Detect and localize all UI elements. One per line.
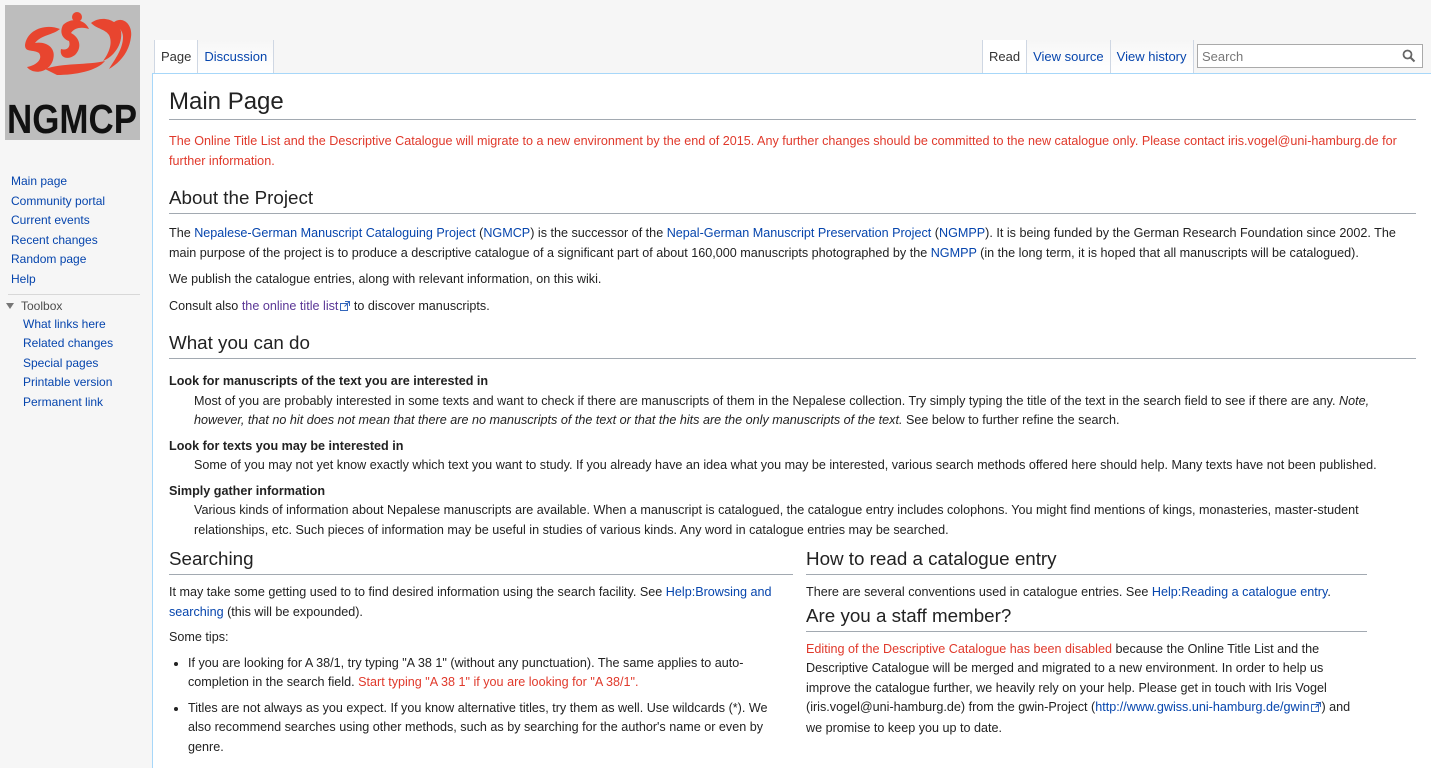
italic-note: Note, however, that no hit does not mean that there are no manuscripts of the text or that the hits are the only manuscripts of the text. [194, 393, 1370, 427]
what-term: Look for manuscripts of the text you are interested in [169, 374, 489, 388]
tab-read[interactable]: Read [982, 40, 1026, 73]
heading-what-you-can-do: What you can do [169, 330, 1416, 359]
nav-item-main-page[interactable] [0, 172, 150, 192]
toolbox-link-what-links-here[interactable]: What links here [23, 316, 106, 331]
staff-paragraph [806, 640, 1367, 739]
nav-item-current-events[interactable] [0, 211, 150, 231]
searching-paragraph [169, 583, 793, 622]
toolbox-item-what-links-here[interactable] [0, 315, 150, 335]
link-editing-disabled[interactable]: Editing of the Descriptive Catalogue has been disabled [806, 641, 1112, 656]
text: ( [475, 226, 484, 240]
search-box [1197, 44, 1423, 68]
logo-text: NGMCP [7, 96, 137, 142]
collapse-triangle-icon[interactable] [6, 303, 14, 309]
nav-item-community-portal[interactable] [0, 192, 150, 212]
about-consult-paragraph [169, 297, 1416, 318]
right-column [806, 546, 1367, 763]
tab-view-history[interactable]: View history [1110, 40, 1194, 73]
sidebar-navigation [0, 172, 150, 413]
text: (this will be expounded). [223, 604, 363, 619]
link-ngmcp[interactable]: NGMCP [483, 226, 531, 240]
about-publish-paragraph: We publish the catalogue entries, along with relevant information, on this wiki. [169, 272, 602, 286]
toolbox-title[interactable]: Toolbox [21, 298, 63, 313]
text: ). It is being funded by the German Research Foundation since 2002. The main purpose of the project is to produce a descriptive catalogue of a significant part of about 160,000 manuscripts photographed by the [169, 226, 1396, 260]
nav-list [0, 172, 150, 290]
view-tabs [982, 40, 1194, 73]
tab-discussion[interactable]: Discussion [197, 40, 274, 73]
nav-item-random-page[interactable] [0, 250, 150, 270]
page-title: Main Page [169, 88, 1416, 120]
what-desc: Various kinds of information about Nepalese manuscripts are available. When a manuscript is catalogued, the catalogue entry includes colophons. You might find mentions of kings, monasteries, master-student relationships, etc. Such pieces of information may be useful in studies of various kinds. Any word in catalogue entries may be searched. [194, 503, 1359, 537]
external-link-icon [1311, 699, 1321, 719]
searching-column [169, 546, 793, 763]
what-term: Simply gather information [169, 483, 326, 498]
link-help-browsing-searching[interactable]: Help:Browsing and searching [169, 585, 772, 619]
site-logo[interactable] [5, 5, 140, 140]
nav-link-main-page[interactable]: Main page [11, 174, 68, 188]
toolbox-link-permanent-link[interactable]: Permanent link [23, 394, 104, 409]
text: ) and we promise to keep you up to date. [806, 700, 1351, 735]
main-content [152, 73, 1431, 768]
link-online-title-list[interactable]: the online title list [241, 298, 339, 313]
link-start-typing-a38[interactable]: Start typing "A 38 1" if you are looking for "A 38/1". [358, 675, 639, 689]
nav-link-current-events[interactable]: Current events [11, 213, 90, 228]
logo-graphic [5, 5, 140, 140]
toolbox-item-special-pages[interactable] [0, 354, 150, 374]
tips-list [169, 654, 793, 758]
toolbox-link-printable-version[interactable]: Printable version [23, 375, 113, 390]
text: ) is the successor of the [530, 226, 667, 240]
heading-about-the-project: About the Project [169, 185, 1416, 214]
search-input[interactable] [1198, 45, 1388, 67]
link-ngmcp-full[interactable]: Nepalese-German Manuscript Cataloguing Project [194, 226, 476, 240]
text: The [169, 226, 195, 240]
text: because the Online Title List and the Descriptive Catalogue will be merged and migrated to a new environment. In order to help us improve the catalogue further, we heavily rely on your help. Please get in touch with Iris Vogel (iris.vogel@uni-hamburg.de) from the gwin-Project ( [806, 641, 1327, 714]
text: Most of you are probably interested in some texts and want to check if there are manuscripts of them in the Nepalese collection. Try simply typing the title of the text in the search field to see if there are any. [194, 393, 1339, 408]
what-list [169, 372, 1416, 540]
toolbox-list [0, 315, 150, 413]
list-item: • Titles are not always as you expect. If you know alternative titles, try them as well. Use wildcards (*). We also recommend searches using other methods, such as by searching for the author's name or even by genre. [188, 699, 793, 758]
text: It may take some getting used to to find desired information using the search facility. See [169, 585, 666, 599]
text: Consult also [169, 298, 242, 313]
migration-notice: The Online Title List and the Descriptive Catalogue will migrate to a new environment by the end of 2015. Any further changes should be committed to the new catalogue only. Please contact iris.vogel@uni-hamburg.de for further information. [169, 134, 1397, 168]
text: (in the long term, it is hoped that all manuscripts will be catalogued). [976, 245, 1359, 260]
toolbox-header[interactable] [0, 297, 150, 315]
tab-page[interactable]: Page [154, 40, 197, 73]
about-paragraph [169, 224, 1416, 263]
text: See below to further refine the search. [902, 413, 1120, 427]
toolbox-divider [8, 294, 140, 295]
external-link-icon [340, 298, 350, 318]
text: There are several conventions used in catalogue entries. See [806, 585, 1152, 599]
namespace-tabs [154, 40, 274, 73]
some-tips-label: Some tips: [169, 630, 229, 644]
toolbox-item-related-changes[interactable] [0, 334, 150, 354]
heading-how-to-read: How to read a catalogue entry [806, 546, 1367, 575]
list-item [188, 654, 793, 693]
what-term: Look for texts you may be interested in [169, 438, 404, 453]
toolbox-link-related-changes[interactable]: Related changes [23, 336, 114, 351]
what-desc: Some of you may not yet know exactly which text you want to study. If you already have an idea what you may be interested, various search methods offered here should help. Many texts have not been published. [194, 458, 1377, 472]
text: to discover manuscripts. [350, 298, 490, 313]
link-ngmpp[interactable]: NGMPP [938, 226, 986, 240]
what-desc [194, 392, 1416, 431]
search-icon[interactable] [1402, 49, 1416, 66]
heading-searching: Searching [169, 546, 793, 575]
text: ( [931, 226, 939, 240]
link-help-reading-entry[interactable]: Help:Reading a catalogue entry [1151, 585, 1328, 599]
nav-item-recent-changes[interactable] [0, 231, 150, 251]
nav-link-random-page[interactable]: Random page [11, 252, 87, 267]
text: If you are looking for A 38/1, try typing "A 38 1" (without any punctuation). The same applies to auto-completion in the search field. [188, 655, 744, 689]
nav-link-help[interactable]: Help [11, 271, 36, 286]
nav-link-community-portal[interactable]: Community portal [11, 193, 106, 208]
text: . [1327, 585, 1331, 599]
two-column-section [169, 546, 1416, 763]
link-ngmpp-2[interactable]: NGMPP [930, 245, 977, 260]
link-gwin-project[interactable]: http://www.gwiss.uni-hamburg.de/gwin [1095, 700, 1310, 714]
howto-paragraph [806, 583, 1367, 603]
nav-item-help[interactable] [0, 270, 150, 290]
nav-link-recent-changes[interactable]: Recent changes [11, 232, 98, 247]
tab-view-source[interactable]: View source [1026, 40, 1110, 73]
toolbox-link-special-pages[interactable]: Special pages [23, 355, 99, 370]
heading-staff-member: Are you a staff member? [806, 603, 1367, 632]
toolbox-item-permanent-link[interactable] [0, 393, 150, 413]
toolbox-item-printable-version[interactable] [0, 373, 150, 393]
link-ngmpp-full[interactable]: Nepal-German Manuscript Preservation Project [666, 226, 932, 240]
